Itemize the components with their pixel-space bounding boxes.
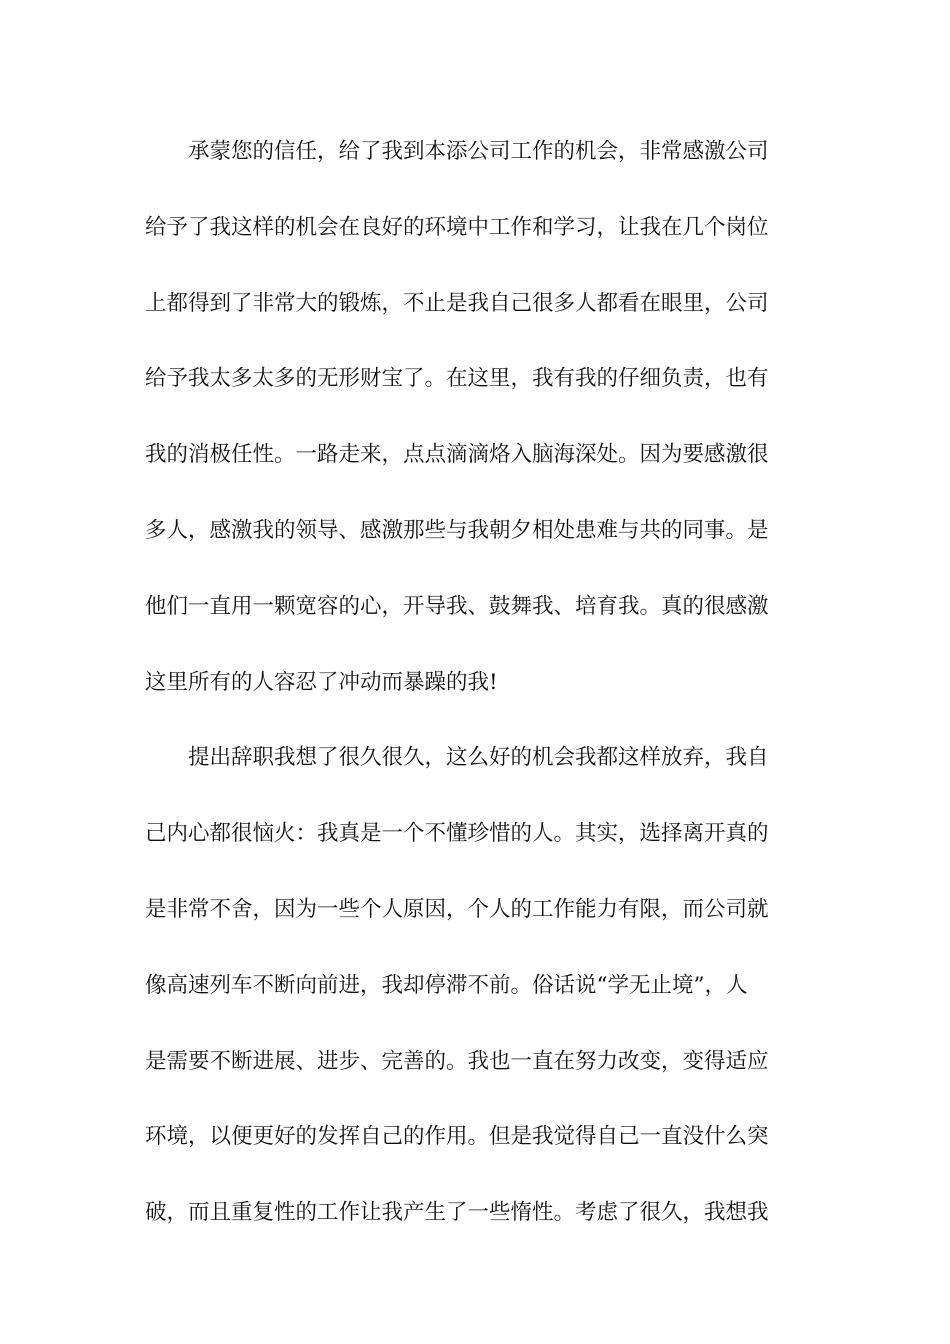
paragraph-line: 给予了我这样的机会在良好的环境中工作和学习，让我在几个岗位 (145, 214, 769, 240)
paragraph-line: 是非常不舍，因为一些个人原因，个人的工作能力有限，而公司就 (145, 896, 769, 922)
paragraph-line: 多人，感激我的领导、感激那些与我朝夕相处患难与共的同事。是 (145, 517, 769, 543)
paragraph-line: 给予我太多太多的无形财宝了。在这里，我有我的仔细负责，也有 (145, 366, 769, 392)
paragraph-line: 己内心都很恼火：我真是一个不懂珍惜的人。其实，选择离开真的 (145, 821, 769, 847)
paragraph-1 (145, 131, 825, 737)
paragraph-2 (145, 737, 825, 1268)
paragraph-line: 是需要不断进展、进步、完善的。我也一直在努力改变，变得适应 (145, 1048, 769, 1074)
paragraph-line: 我的消极任性。一路走来，点点滴滴烙入脑海深处。因为要感激很 (145, 442, 769, 468)
paragraph-line: 像高速列车不断向前进，我却停滞不前。俗话说“学无止境”，人 (145, 972, 748, 998)
paragraph-line: 破，而且重复性的工作让我产生了一些惰性。考虑了很久，我想我 (145, 1200, 769, 1226)
paragraph-line: 提出辞职我想了很久很久，这么好的机会我都这样放弃，我自 (188, 745, 769, 771)
paragraph-line: 上都得到了非常大的锻炼，不止是我自己很多人都看在眼里，公司 (145, 290, 769, 316)
paragraph-line: 这里所有的人容忍了冲动而暴躁的我! (145, 669, 498, 695)
paragraph-line: 他们一直用一颗宽容的心，开导我、鼓舞我、培育我。真的很感激 (145, 593, 769, 619)
paragraph-line: 承蒙您的信任，给了我到本添公司工作的机会，非常感激公司 (188, 139, 769, 164)
document-body (145, 131, 825, 1268)
paragraph-line: 环境，以便更好的发挥自己的作用。但是我觉得自己一直没什么突 (145, 1124, 769, 1150)
